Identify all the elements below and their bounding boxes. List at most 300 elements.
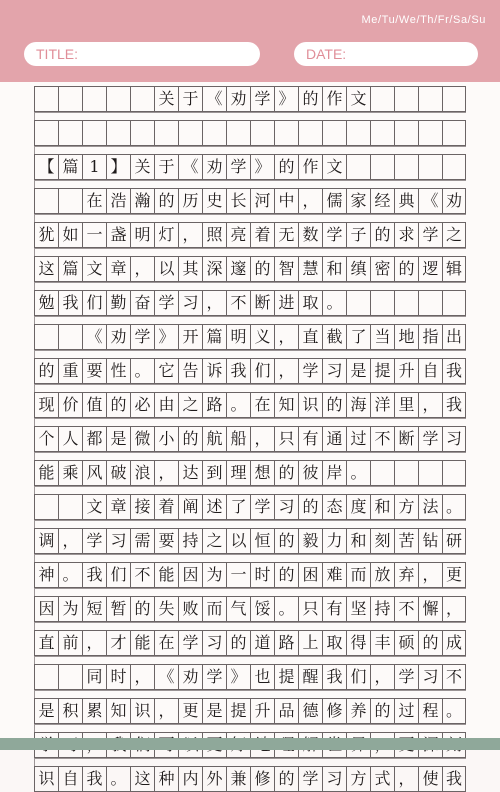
grid-cell: 方 — [394, 494, 418, 520]
grid-cell: 学 — [394, 664, 418, 690]
grid-cell: 了 — [226, 494, 250, 520]
grid-cell: 小 — [154, 426, 178, 452]
grid-cell: 过 — [346, 426, 370, 452]
grid-cell: 值 — [82, 392, 106, 418]
row-spacer — [34, 622, 466, 630]
grid-cell: 难 — [322, 562, 346, 588]
grid-cell — [442, 120, 466, 146]
grid-cell: 重 — [58, 358, 82, 384]
title-label: TITLE: — [36, 46, 79, 62]
grid-cell: 以 — [226, 528, 250, 554]
grid-cell: 路 — [202, 392, 226, 418]
grid-cell: 过 — [394, 698, 418, 724]
grid-cell: ， — [418, 562, 442, 588]
grid-cell: 败 — [178, 596, 202, 622]
grid-cell — [58, 120, 82, 146]
row-spacer — [34, 554, 466, 562]
grid-cell: 暂 — [106, 596, 130, 622]
grid-cell: 放 — [370, 562, 394, 588]
grid-cell: 式 — [370, 766, 394, 792]
grid-cell: 恒 — [250, 528, 274, 554]
grid-cell: 劝 — [226, 86, 250, 112]
grid-cell: 关 — [130, 154, 154, 180]
row-spacer — [34, 418, 466, 426]
grid-cell: 学 — [178, 630, 202, 656]
grid-cell — [442, 460, 466, 486]
grid-cell: 不 — [442, 664, 466, 690]
grid-cell: 子 — [346, 222, 370, 248]
grid-cell: 接 — [130, 494, 154, 520]
grid-cell: 的 — [322, 392, 346, 418]
grid-cell: 才 — [106, 630, 130, 656]
grid-cell — [34, 494, 58, 520]
grid-cell: 有 — [298, 426, 322, 452]
row-spacer — [34, 248, 466, 256]
grid-cell: 习 — [322, 358, 346, 384]
grid-cell: 我 — [442, 766, 466, 792]
grid-row — [34, 664, 466, 690]
grid-cell: 》 — [274, 86, 298, 112]
grid-cell: 一 — [82, 222, 106, 248]
grid-cell: 为 — [202, 562, 226, 588]
grid-cell: 我 — [58, 290, 82, 316]
grid-cell: 修 — [250, 766, 274, 792]
grid-cell: ， — [370, 664, 394, 690]
grid-cell: 习 — [322, 766, 346, 792]
grid-cell — [370, 290, 394, 316]
row-spacer — [34, 146, 466, 154]
grid-cell: 截 — [322, 324, 346, 350]
grid-row — [34, 290, 466, 316]
grid-cell: ， — [130, 256, 154, 282]
grid-cell: 钻 — [418, 528, 442, 554]
grid-cell: 的 — [106, 392, 130, 418]
grid-cell: 断 — [394, 426, 418, 452]
grid-cell: 。 — [58, 562, 82, 588]
grid-cell: 着 — [250, 222, 274, 248]
grid-cell — [394, 290, 418, 316]
grid-cell: 的 — [250, 256, 274, 282]
grid-cell: 文 — [82, 256, 106, 282]
grid-cell: 内 — [178, 766, 202, 792]
grid-cell: 提 — [226, 698, 250, 724]
row-spacer — [34, 588, 466, 596]
grid-cell: ， — [250, 426, 274, 452]
grid-cell: 种 — [154, 766, 178, 792]
grid-cell: 现 — [34, 392, 58, 418]
grid-cell: 学 — [154, 290, 178, 316]
grid-cell: 学 — [250, 86, 274, 112]
grid-cell: 出 — [442, 324, 466, 350]
grid-cell: 儒 — [322, 188, 346, 214]
grid-cell — [82, 86, 106, 112]
grid-cell: 由 — [154, 392, 178, 418]
grid-cell: 醒 — [298, 664, 322, 690]
date-field[interactable] — [294, 42, 478, 66]
grid-cell: 这 — [34, 256, 58, 282]
row-spacer — [34, 180, 466, 188]
grid-row — [34, 392, 466, 418]
grid-cell: 能 — [154, 562, 178, 588]
grid-cell: 劝 — [178, 664, 202, 690]
grid-cell: 而 — [346, 562, 370, 588]
grid-cell: 学 — [130, 324, 154, 350]
grid-row — [34, 562, 466, 588]
grid-cell: 短 — [82, 596, 106, 622]
grid-cell: ， — [154, 698, 178, 724]
grid-cell: 是 — [346, 358, 370, 384]
grid-cell: 升 — [250, 698, 274, 724]
grid-cell: 学 — [418, 222, 442, 248]
grid-row — [34, 460, 466, 486]
grid-cell — [58, 86, 82, 112]
grid-cell: 的 — [34, 358, 58, 384]
grid-cell: 因 — [178, 562, 202, 588]
grid-cell: 其 — [178, 256, 202, 282]
grid-row — [34, 358, 466, 384]
grid-cell: 。 — [226, 392, 250, 418]
bottom-strip — [0, 738, 500, 750]
grid-cell: 在 — [82, 188, 106, 214]
grid-cell — [442, 290, 466, 316]
grid-cell: 邃 — [226, 256, 250, 282]
grid-cell: ， — [418, 392, 442, 418]
grid-cell: 深 — [202, 256, 226, 282]
row-spacer — [34, 112, 466, 120]
row-spacer — [34, 282, 466, 290]
grid-cell: 》 — [154, 324, 178, 350]
grid-cell: 灯 — [154, 222, 178, 248]
grid-cell: 于 — [178, 86, 202, 112]
grid-cell — [274, 120, 298, 146]
grid-cell: ， — [202, 290, 226, 316]
grid-cell: 弃 — [394, 562, 418, 588]
grid-cell: 为 — [58, 596, 82, 622]
grid-cell: 识 — [130, 698, 154, 724]
grid-cell — [34, 86, 58, 112]
grid-cell: 使 — [418, 766, 442, 792]
grid-cell: 持 — [370, 596, 394, 622]
grid-cell: 兼 — [226, 766, 250, 792]
grid-cell: 经 — [370, 188, 394, 214]
grid-cell — [130, 86, 154, 112]
grid-cell: 不 — [370, 426, 394, 452]
header-banner — [0, 0, 500, 82]
grid-cell: 外 — [202, 766, 226, 792]
grid-cell: 河 — [250, 188, 274, 214]
grid-cell: 家 — [346, 188, 370, 214]
grid-cell: 文 — [322, 154, 346, 180]
grid-cell: 篇 — [58, 256, 82, 282]
grid-cell: 是 — [106, 426, 130, 452]
grid-row — [34, 426, 466, 452]
grid-cell: 学 — [298, 358, 322, 384]
grid-cell: 上 — [298, 630, 322, 656]
grid-cell — [418, 154, 442, 180]
grid-cell: 地 — [394, 324, 418, 350]
weekday-selector[interactable]: Me/Tu/We/Th/Fr/Sa/Su — [361, 14, 486, 26]
grid-cell: 无 — [274, 222, 298, 248]
grid-cell: 达 — [178, 460, 202, 486]
grid-cell: 提 — [274, 664, 298, 690]
row-spacer — [34, 384, 466, 392]
grid-cell: 们 — [250, 358, 274, 384]
grid-cell: ， — [274, 358, 298, 384]
grid-cell: 一 — [226, 562, 250, 588]
grid-cell: 里 — [394, 392, 418, 418]
grid-cell: 的 — [154, 188, 178, 214]
grid-cell: 态 — [322, 494, 346, 520]
grid-row — [34, 120, 466, 146]
grid-cell: 习 — [106, 528, 130, 554]
grid-cell: 文 — [346, 86, 370, 112]
grid-cell: 度 — [346, 494, 370, 520]
grid-cell: 《 — [82, 324, 106, 350]
grid-cell — [58, 324, 82, 350]
grid-cell: 这 — [130, 766, 154, 792]
date-label: DATE: — [306, 46, 347, 62]
grid-cell: 也 — [250, 664, 274, 690]
grid-cell: 前 — [58, 630, 82, 656]
grid-cell: 劝 — [442, 188, 466, 214]
grid-cell: 缜 — [346, 256, 370, 282]
title-field[interactable] — [24, 42, 260, 66]
grid-row — [34, 86, 466, 112]
grid-cell: 的 — [274, 154, 298, 180]
grid-cell: 之 — [178, 392, 202, 418]
grid-cell: 自 — [58, 766, 82, 792]
grid-cell: 习 — [442, 426, 466, 452]
grid-cell: 的 — [418, 630, 442, 656]
grid-cell: 史 — [202, 188, 226, 214]
grid-cell — [394, 154, 418, 180]
grid-cell: 的 — [274, 766, 298, 792]
grid-cell: 。 — [442, 698, 466, 724]
grid-cell: 识 — [34, 766, 58, 792]
grid-cell: 的 — [370, 698, 394, 724]
grid-cell: 不 — [226, 290, 250, 316]
grid-cell: 海 — [346, 392, 370, 418]
grid-cell: 明 — [130, 222, 154, 248]
grid-cell: 的 — [226, 630, 250, 656]
grid-cell: 勤 — [106, 290, 130, 316]
grid-cell — [298, 120, 322, 146]
grid-cell: 时 — [106, 664, 130, 690]
grid-cell: 的 — [274, 562, 298, 588]
grid-cell — [418, 290, 442, 316]
grid-cell — [442, 86, 466, 112]
grid-cell: 成 — [442, 630, 466, 656]
grid-cell: 困 — [298, 562, 322, 588]
grid-cell: 逻 — [418, 256, 442, 282]
grid-cell: 照 — [202, 222, 226, 248]
grid-cell: 我 — [442, 392, 466, 418]
row-spacer — [34, 452, 466, 460]
grid-cell: 是 — [34, 698, 58, 724]
grid-cell: 得 — [346, 630, 370, 656]
grid-cell: 风 — [82, 460, 106, 486]
grid-cell: 提 — [370, 358, 394, 384]
grid-cell: 习 — [418, 664, 442, 690]
grid-cell: 篇 — [202, 324, 226, 350]
grid-cell: 告 — [178, 358, 202, 384]
grid-cell: 神 — [34, 562, 58, 588]
grid-cell — [370, 460, 394, 486]
grid-cell: 程 — [418, 698, 442, 724]
grid-cell: 能 — [34, 460, 58, 486]
grid-cell: 养 — [346, 698, 370, 724]
grid-cell: 。 — [130, 358, 154, 384]
grid-cell: 智 — [274, 256, 298, 282]
grid-cell: 性 — [106, 358, 130, 384]
grid-cell: 累 — [82, 698, 106, 724]
grid-cell — [34, 188, 58, 214]
grid-cell: 明 — [226, 324, 250, 350]
grid-cell: 的 — [298, 86, 322, 112]
grid-cell: 。 — [346, 460, 370, 486]
grid-cell: 个 — [34, 426, 58, 452]
grid-cell: 的 — [130, 596, 154, 622]
grid-cell: 毅 — [298, 528, 322, 554]
row-spacer — [34, 316, 466, 324]
grid-cell — [370, 120, 394, 146]
grid-cell: 进 — [274, 290, 298, 316]
grid-cell: 求 — [394, 222, 418, 248]
grid-row — [34, 222, 466, 248]
row-spacer — [34, 520, 466, 528]
grid-cell — [370, 86, 394, 112]
grid-cell: ， — [274, 324, 298, 350]
grid-cell — [34, 664, 58, 690]
row-spacer — [34, 214, 466, 222]
grid-cell — [58, 664, 82, 690]
row-spacer — [34, 758, 466, 766]
grid-cell: 阐 — [178, 494, 202, 520]
grid-cell — [130, 120, 154, 146]
grid-cell: 了 — [346, 324, 370, 350]
grid-row — [34, 766, 466, 792]
grid-cell: 学 — [226, 154, 250, 180]
grid-cell: 习 — [202, 630, 226, 656]
grid-cell — [394, 86, 418, 112]
grid-cell — [34, 324, 58, 350]
grid-cell: 典 — [394, 188, 418, 214]
grid-cell — [346, 120, 370, 146]
grid-cell: 有 — [322, 596, 346, 622]
grid-cell: 更 — [442, 562, 466, 588]
grid-cell: 之 — [442, 222, 466, 248]
grid-cell — [178, 120, 202, 146]
row-spacer — [34, 690, 466, 698]
grid-cell: 方 — [346, 766, 370, 792]
grid-cell: 人 — [58, 426, 82, 452]
grid-cell: 调 — [34, 528, 58, 554]
grid-cell: 学 — [322, 222, 346, 248]
grid-cell: 。 — [442, 494, 466, 520]
grid-row — [34, 188, 466, 214]
grid-cell: 。 — [322, 290, 346, 316]
grid-cell: 因 — [34, 596, 58, 622]
grid-cell: 学 — [298, 766, 322, 792]
grid-cell: 诉 — [202, 358, 226, 384]
grid-cell: 关 — [154, 86, 178, 112]
grid-cell: 同 — [82, 664, 106, 690]
grid-row — [34, 630, 466, 656]
grid-cell: 密 — [370, 256, 394, 282]
grid-cell: 如 — [58, 222, 82, 248]
grid-cell: 必 — [130, 392, 154, 418]
grid-cell: 【 — [34, 154, 58, 180]
grid-cell: ， — [130, 664, 154, 690]
grid-cell: 】 — [106, 154, 130, 180]
grid-cell: 《 — [154, 664, 178, 690]
grid-cell — [418, 86, 442, 112]
grid-cell: 篇 — [58, 154, 82, 180]
grid-cell — [82, 120, 106, 146]
grid-row — [34, 698, 466, 724]
grid-cell: 直 — [298, 324, 322, 350]
grid-cell: 犹 — [34, 222, 58, 248]
grid-cell: 破 — [106, 460, 130, 486]
grid-cell: 力 — [322, 528, 346, 554]
grid-cell: 劝 — [106, 324, 130, 350]
grid-cell: 学 — [418, 426, 442, 452]
grid-cell: 修 — [322, 698, 346, 724]
grid-cell: 丰 — [370, 630, 394, 656]
grid-cell: 而 — [202, 596, 226, 622]
grid-cell: 《 — [178, 154, 202, 180]
grid-cell: 馁 — [250, 596, 274, 622]
grid-cell — [58, 494, 82, 520]
grid-cell: 当 — [370, 324, 394, 350]
grid-cell: 德 — [298, 698, 322, 724]
grid-cell: 识 — [298, 392, 322, 418]
grid-cell: ， — [154, 460, 178, 486]
grid-cell: 作 — [322, 86, 346, 112]
grid-cell: 法 — [418, 494, 442, 520]
grid-cell: 习 — [274, 494, 298, 520]
grid-row — [34, 256, 466, 282]
grid-cell: 气 — [226, 596, 250, 622]
grid-cell: 它 — [154, 358, 178, 384]
grid-cell: 。 — [106, 766, 130, 792]
grid-row — [34, 528, 466, 554]
grid-cell: 坚 — [346, 596, 370, 622]
grid-cell: 。 — [274, 596, 298, 622]
grid-cell: 不 — [394, 596, 418, 622]
grid-cell: 的 — [394, 256, 418, 282]
grid-cell: 义 — [250, 324, 274, 350]
grid-cell: 勉 — [34, 290, 58, 316]
grid-cell: 》 — [226, 664, 250, 690]
grid-cell: ， — [298, 188, 322, 214]
grid-cell: 断 — [250, 290, 274, 316]
grid-cell: 亮 — [226, 222, 250, 248]
grid-cell — [442, 154, 466, 180]
grid-cell: 我 — [442, 358, 466, 384]
grid-cell: 奋 — [130, 290, 154, 316]
grid-cell: 都 — [82, 426, 106, 452]
grid-cell — [370, 154, 394, 180]
row-spacer — [34, 724, 466, 732]
grid-cell — [154, 120, 178, 146]
grid-cell: 以 — [154, 256, 178, 282]
grid-cell: 述 — [202, 494, 226, 520]
grid-cell — [226, 120, 250, 146]
grid-cell: 学 — [82, 528, 106, 554]
grid-cell: 知 — [274, 392, 298, 418]
grid-cell: 我 — [82, 766, 106, 792]
